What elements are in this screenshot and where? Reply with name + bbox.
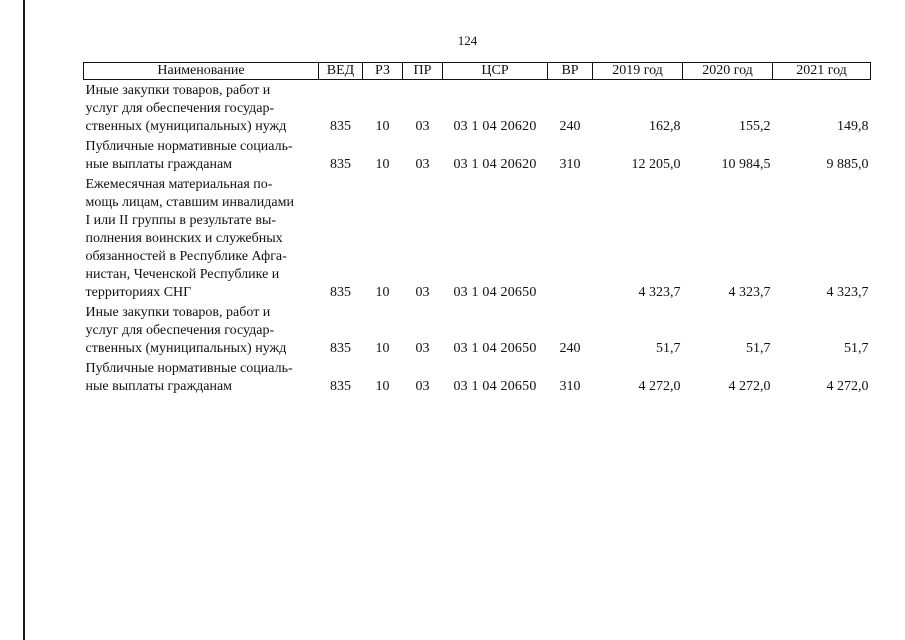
row-name [84,136,319,174]
cell-rz: 10 [375,379,390,394]
header-csr: ЦСР [443,63,548,80]
row-name-line: полнения воинских и служебных [85,231,283,246]
row-name [84,358,319,396]
cell-2020: 51,7 [746,341,771,356]
row-name-line: услуг для обеспечения государ- [85,323,275,338]
cell-pr: 03 [415,157,430,172]
cell-2019: 12 205,0 [631,157,681,172]
header-2021: 2021 год [773,63,871,80]
header-2020: 2020 год [683,63,773,80]
row-name-line: мощь лицам, ставшим инвалидами [85,195,294,210]
cell-ved: 835 [330,119,351,134]
row-name-line: Публичные нормативные социаль- [85,361,293,376]
row-name [84,80,319,137]
cell-2019: 51,7 [656,341,681,356]
cell-2021: 149,8 [837,119,869,134]
cell-vr: 310 [559,157,581,172]
table-row [84,174,871,302]
row-name-line: нистан, Чеченской Республике и [85,267,280,282]
row-name [84,302,319,358]
budget-table [83,62,871,396]
cell-vr: 310 [559,379,581,394]
header-ved: ВЕД [319,63,363,80]
cell-2019: 4 323,7 [638,285,681,300]
table-row [84,80,871,137]
table-header-row [84,63,871,80]
cell-csr: 03 1 04 20650 [453,285,537,300]
row-name-line: ственных (муниципальных) нужд [85,341,287,356]
cell-ved: 835 [330,341,351,356]
cell-pr: 03 [415,379,430,394]
cell-rz: 10 [375,341,390,356]
cell-csr: 03 1 04 20650 [453,379,537,394]
table-row [84,358,871,396]
row-name-line: ственных (муниципальных) нужд [85,119,287,134]
row-name-line: обязанностей в Республике Афга- [85,249,287,264]
cell-2021: 9 885,0 [826,157,869,172]
cell-rz: 10 [375,157,390,172]
cell-2021: 4 272,0 [826,379,869,394]
cell-2020: 10 984,5 [721,157,771,172]
cell-2019: 162,8 [649,119,681,134]
header-name: Наименование [84,63,319,80]
row-name-line: Иные закупки товаров, работ и [85,83,271,98]
cell-csr: 03 1 04 20620 [453,157,537,172]
cell-rz: 10 [375,285,390,300]
table-row [84,302,871,358]
header-vr: ВР [548,63,593,80]
header-2019: 2019 год [593,63,683,80]
row-name-line: услуг для обеспечения государ- [85,101,275,116]
cell-2021: 51,7 [844,341,869,356]
page-left-edge [23,0,25,640]
row-name-line: Публичные нормативные социаль- [85,139,293,154]
page-number: 124 [457,33,478,48]
cell-2021: 4 323,7 [826,285,869,300]
cell-pr: 03 [415,119,430,134]
cell-pr: 03 [415,285,430,300]
cell-ved: 835 [330,157,351,172]
cell-2019: 4 272,0 [638,379,681,394]
cell-ved: 835 [330,379,351,394]
row-name-line: I или II группы в результате вы- [85,213,277,228]
cell-csr: 03 1 04 20650 [453,341,537,356]
header-rz: РЗ [363,63,403,80]
row-name-line: ные выплаты гражданам [85,157,233,172]
cell-vr: 240 [559,341,581,356]
row-name-line: Иные закупки товаров, работ и [85,305,271,320]
row-name-line: ные выплаты гражданам [85,379,233,394]
cell-2020: 155,2 [739,119,771,134]
cell-pr: 03 [415,341,430,356]
cell-csr: 03 1 04 20620 [453,119,537,134]
header-pr: ПР [403,63,443,80]
cell-2020: 4 272,0 [728,379,771,394]
row-name-line: территориях СНГ [85,285,192,300]
row-name-line: Ежемесячная материальная по- [85,177,273,192]
cell-vr: 240 [559,119,581,134]
cell-rz: 10 [375,119,390,134]
table-row [84,136,871,174]
cell-ved: 835 [330,285,351,300]
cell-vr [548,174,593,302]
cell-2020: 4 323,7 [728,285,771,300]
row-name [84,174,319,302]
